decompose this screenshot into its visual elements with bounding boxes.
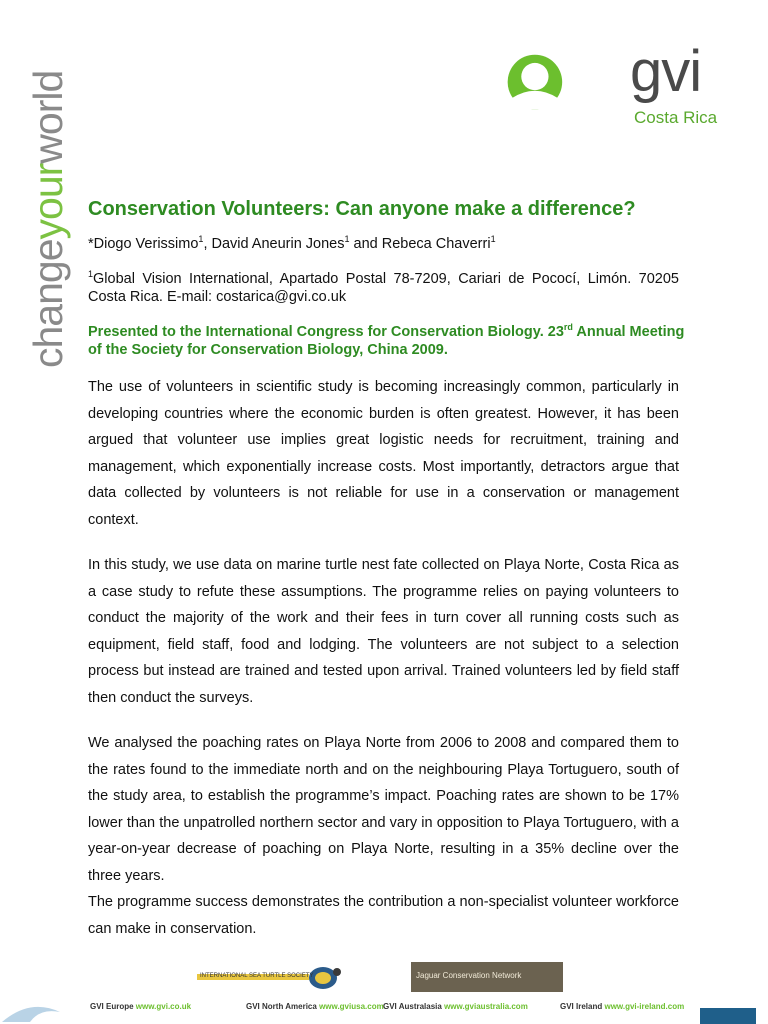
sea-turtle-society-label: INTERNATIONAL SEA TURTLE SOCIETY [200, 973, 314, 979]
bird-decoration-icon [0, 998, 80, 1024]
document-title: Conservation Volunteers: Can anyone make a difference? [88, 198, 636, 220]
banner-world: world [25, 70, 71, 164]
author-3: and Rebeca Chaverri [349, 236, 491, 252]
footer-links [90, 1002, 710, 1014]
paragraph-4: The programme success demonstrates the contribution a non-specialist volunteer workforce can make in conservation. [88, 894, 679, 937]
footer-link-europe[interactable]: GVI Europe www.gvi.co.uk [90, 1002, 192, 1011]
jaguar-network-label: Jaguar Conservation Network [416, 971, 522, 980]
author-1: *Diogo Verissimo [88, 236, 199, 252]
footer-link-north-america[interactable]: GVI North America www.gviusa.com [246, 1002, 384, 1011]
presented-note: Presented to the International Congress for Conservation Biology. 23rd Annual Meeting of the Society for Conservation Biology, China 2009. [88, 322, 685, 358]
banner-your: your [25, 163, 71, 240]
footer-link-ireland[interactable]: GVI Ireland www.gvi-ireland.com [560, 1002, 685, 1011]
paragraph-2: In this study, we use data on marine turtle nest fate collected on Playa Norte, Costa Rica as a case study to refute these assumptions. The programme relies on paying volunteers to conduct the majority of the work and their fees in turn cover all running costs such as equipment, field staff, food and lodging. The volunteers are not subject to a selection process but instead are trained and tested upon arrival. Trained volunteers led by field staff then conduct the surveys. [88, 557, 679, 706]
sponsor-badge-icon [700, 1008, 760, 1024]
affiliation: $^1$Global Vision International, Apartado Postal 78-7209, Cariari de Pococí, Limón. 70205 Costa Rica. E-mail: costarica@gvi.co.uk [88, 269, 679, 305]
change-your-world-banner [25, 40, 71, 370]
authors-line: *Diogo Verissimo$^1$, David Aneurin Jones$^1$ and Rebeca Chaverri$^1$ [88, 234, 496, 252]
logo-wordmark: gvi [630, 39, 702, 104]
footer-link-australasia[interactable]: GVI Australasia www.gviaustralia.com [383, 1002, 528, 1011]
affiliation-text: Global Vision International, Apartado Postal 78-7209, Cariari de Pococí, Limón. 70205 Costa Rica. E-mail: costarica@gvi.co.uk [88, 271, 679, 305]
gvi-logo-icon [506, 32, 626, 132]
banner-change: change [25, 239, 71, 368]
logo-country: Costa Rica [634, 108, 718, 127]
paragraph-3: We analysed the poaching rates on Playa Norte from 2006 to 2008 and compared them to the rates found to the immediate north and on the neighbouring Playa Tortuguero, south of the study area, to establish the programme’s impact. Poaching rates are shown to be 17% lower than the unpatrolled northern sector and vary in opposition to Playa Tortuguero, with a year-on-year decrease of poaching on Playa Norte, resulting in a 35% decline over the three years. [88, 735, 679, 884]
author-2: , David Aneurin Jones [203, 236, 345, 252]
svg-text:changeyourworld [25, 71, 71, 368]
paragraph-1: The use of volunteers in scientific study is becoming increasingly common, particularly in developing countries where the economic burden is often greatest. However, it has been argued that volunteer use implies great logistic needs for recruitment, training and management, which exponentially increase costs. Most importantly, detractors argue that data collected by volunteers is not reliable for use in a conservation or management context. [88, 379, 679, 528]
